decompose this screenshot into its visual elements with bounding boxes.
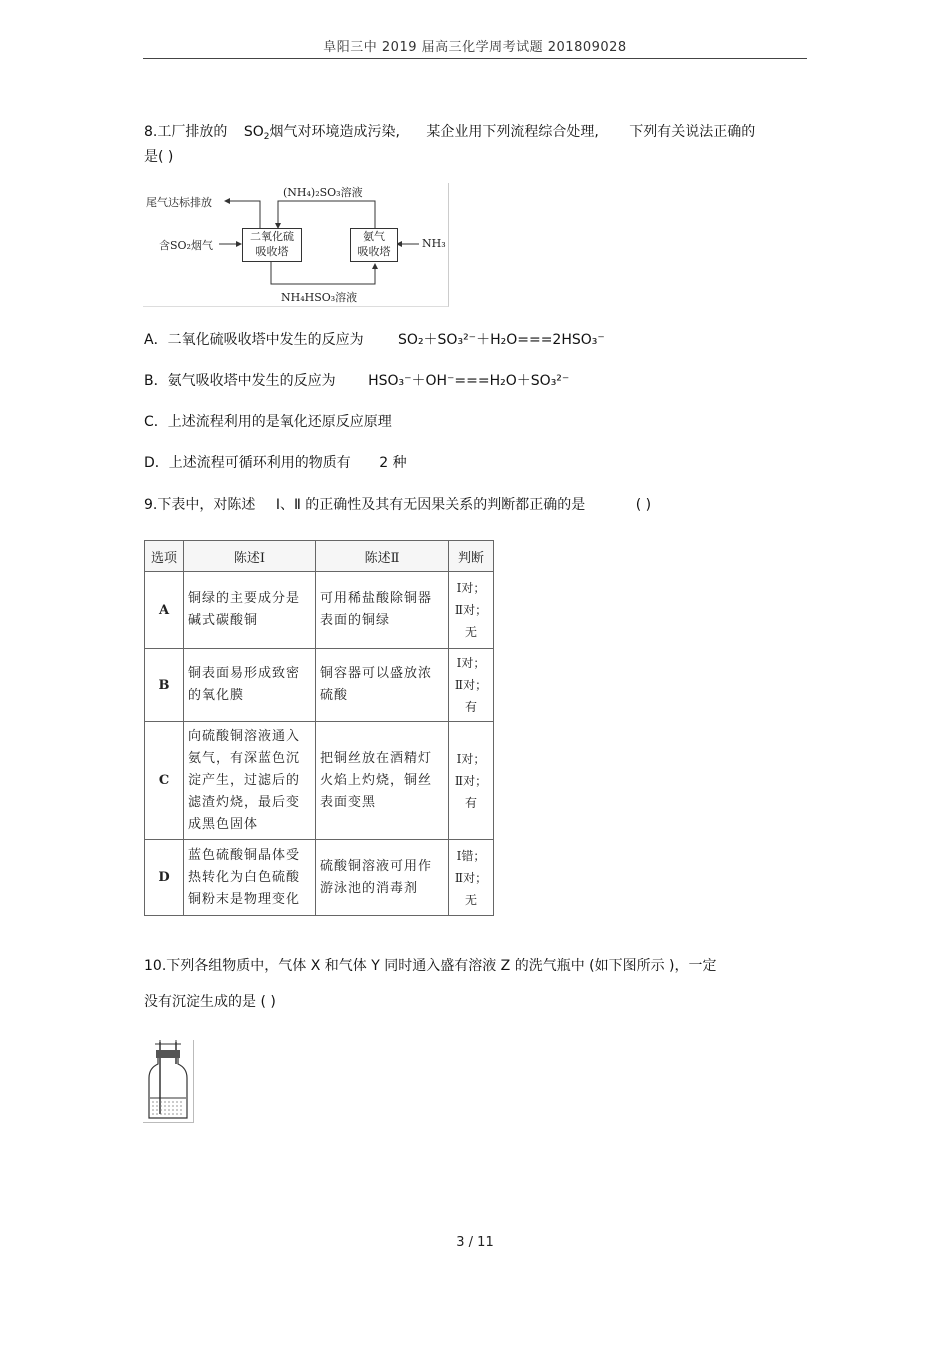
option-a-equation: SO₂＋SO₃²⁻＋H₂O===2HSO₃⁻: [398, 332, 605, 348]
bottom-solution-label: NH₄HSO₃溶液: [281, 291, 358, 304]
table-row: [145, 840, 494, 916]
so2-absorber-line2: 吸收塔: [255, 245, 289, 258]
option-b-text: B．氨气吸收塔中发生的反应为: [144, 373, 336, 389]
q9-stem-part-c: ( ): [635, 497, 652, 513]
row-judgement: Ⅰ对； Ⅱ对； 无: [449, 572, 494, 649]
bottom-loop-arrow: [271, 262, 375, 284]
q9-table: [144, 540, 494, 916]
row-judgement: Ⅰ错； Ⅱ对； 无: [449, 840, 494, 916]
q8-option-b: [144, 370, 569, 390]
option-d-value: 2 种: [379, 455, 407, 471]
nh3-absorber-box: [350, 228, 398, 262]
tail-gas-label: 尾气达标排放: [146, 196, 212, 209]
row-statement-2: 硫酸铜溶液可用作游泳池的消毒剂: [316, 840, 449, 916]
gas-washing-bottle-figure: [143, 1040, 194, 1123]
top-loop-arrow: [278, 201, 375, 230]
row-judgement: Ⅰ对； Ⅱ对； 有: [449, 722, 494, 840]
option-d-text: D．上述流程可循环利用的物质有: [144, 455, 351, 471]
table-header-row: [145, 541, 494, 572]
nh3-label: NH₃: [422, 237, 446, 250]
q8-stem-line2: 是( ): [144, 149, 174, 165]
q8-option-c: C．上述流程利用的是氧化还原反应原理: [144, 414, 392, 430]
table-row: [145, 649, 494, 722]
row-option: C: [145, 722, 184, 840]
q10-stem-line2: 没有沉淀生成的是 ( ): [144, 994, 276, 1010]
page-number: 3 / 11: [456, 1235, 494, 1250]
option-a-text: A．二氧化硫吸收塔中发生的反应为: [144, 332, 364, 348]
header-statement-2: 陈述Ⅱ: [316, 541, 449, 572]
table-row: [145, 722, 494, 840]
row-statement-2: 把铜丝放在酒精灯火焰上灼烧，铜丝表面变黑: [316, 722, 449, 840]
row-option: A: [145, 572, 184, 649]
top-solution-label: (NH₄)₂SO₃溶液: [283, 186, 363, 199]
tail-gas-arrow: [225, 201, 260, 230]
q8-option-d: [144, 452, 407, 472]
q8-stem-part-a: 8.工厂排放的: [144, 124, 228, 140]
gas-washing-bottle-icon: [143, 1040, 193, 1122]
row-statement-1: 蓝色硫酸铜晶体受热转化为白色硫酸铜粉末是物理变化: [184, 840, 316, 916]
flue-gas-label: 含SO₂烟气: [159, 239, 213, 252]
row-option: D: [145, 840, 184, 916]
header-divider: [143, 58, 807, 59]
q8-flow-diagram: [143, 183, 449, 307]
q8-option-a: [144, 329, 605, 349]
row-option: B: [145, 649, 184, 722]
row-statement-2: 铜容器可以盛放浓硫酸: [316, 649, 449, 722]
header-option: 选项: [145, 541, 184, 572]
q8-so2-sub: 2: [263, 132, 270, 142]
option-b-equation: HSO₃⁻＋OH⁻===H₂O＋SO₃²⁻: [368, 373, 570, 389]
row-statement-1: 向硫酸铜溶液通入氨气，有深蓝色沉淀产生，过滤后的滤渣灼烧，最后变成黑色固体: [184, 722, 316, 840]
nh3-absorber-line2: 吸收塔: [357, 245, 391, 258]
nh3-absorber-line1: 氨气: [363, 230, 385, 243]
q8-so2-text: SO: [243, 124, 264, 140]
q8-so2: [244, 124, 270, 140]
header-statement-1: 陈述Ⅰ: [184, 541, 316, 572]
q8-stem-part-b: 烟气对环境造成污染,: [269, 124, 400, 140]
page-header: 阜阳三中 2019 届高三化学周考试题 201809028: [323, 40, 627, 55]
row-statement-2: 可用稀盐酸除铜器表面的铜绿: [316, 572, 449, 649]
so2-absorber-line1: 二氧化硫: [250, 230, 294, 243]
row-statement-1: 铜表面易形成致密的氧化膜: [184, 649, 316, 722]
q9-stem-part-a: 9.下表中，对陈述: [144, 497, 256, 513]
table-row: [145, 572, 494, 649]
header-judgement: 判断: [449, 541, 494, 572]
q10-stem-line1: 10.下列各组物质中，气体 X 和气体 Y 同时通入盛有溶液 Z 的洗气瓶中 (如下图所示 )，一定: [144, 958, 717, 974]
q8-stem-line1: [144, 121, 755, 142]
q8-stem-part-c: 某企业用下列流程综合处理,: [426, 124, 599, 140]
row-statement-1: 铜绿的主要成分是碱式碳酸铜: [184, 572, 316, 649]
q9-stem-part-b: Ⅰ、Ⅱ 的正确性及其有无因果关系的判断都正确的是: [275, 497, 586, 513]
row-judgement: Ⅰ对； Ⅱ对； 有: [449, 649, 494, 722]
q8-stem-part-d: 下列有关说法正确的: [629, 124, 756, 140]
q9-stem: [144, 494, 651, 514]
so2-absorber-box: [242, 228, 302, 262]
